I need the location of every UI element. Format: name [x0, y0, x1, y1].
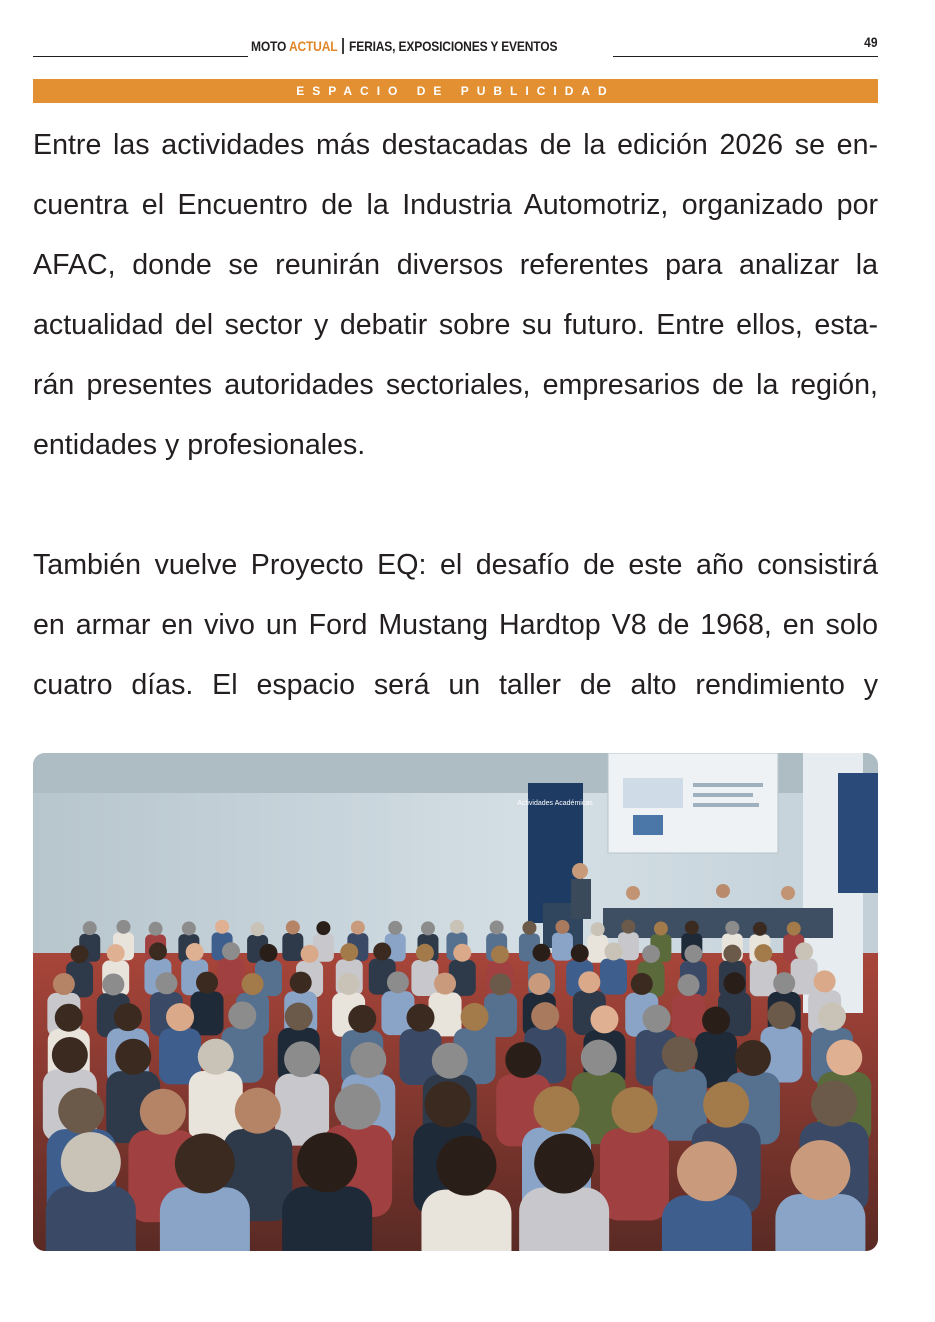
audience-member-head: [182, 921, 196, 935]
audience-member-head: [166, 1003, 194, 1031]
audience-member-head: [531, 1002, 559, 1030]
audience-member-head: [604, 942, 622, 960]
audience-member-head: [826, 1039, 862, 1075]
audience-member-head: [702, 1007, 730, 1035]
audience-member-head: [235, 1088, 281, 1134]
advertising-banner-label: ESPACIO DE PUBLICIDAD: [296, 84, 615, 98]
paragraph-line: entidades y profesionales.: [33, 429, 366, 461]
audience-member-head: [215, 920, 229, 934]
header-rule-left: [33, 56, 248, 57]
audience-member-head: [387, 971, 409, 993]
audience-member-head: [677, 1141, 737, 1201]
audience-member-head: [578, 971, 600, 993]
panelist-head: [781, 886, 795, 900]
audience-member-head: [818, 1003, 846, 1031]
audience-member-head: [149, 942, 167, 960]
audience-member-head: [61, 1132, 121, 1192]
audience-member-head: [425, 1081, 471, 1127]
audience-member-head: [290, 972, 312, 994]
audience-member-head: [335, 1084, 381, 1130]
paragraph-line: También vuelve Proyecto EQ: el desafío de este año consistirá: [33, 549, 878, 581]
audience-member-head: [532, 944, 550, 962]
audience-member-head: [149, 922, 163, 936]
audience-member-head: [284, 1041, 320, 1077]
conference-photo: [33, 753, 878, 1251]
audience-member-head: [685, 921, 699, 935]
audience-member-head: [52, 1037, 88, 1073]
speaker-body: [571, 879, 591, 919]
audience-member-head: [490, 921, 504, 935]
audience-member-head: [432, 1043, 468, 1079]
audience-member-body: [282, 933, 303, 961]
audience-member-head: [155, 972, 177, 994]
brand-moto: MOTO: [251, 38, 287, 54]
audience-member-body: [421, 1190, 511, 1251]
audience-member-head: [581, 1040, 617, 1076]
audience-member-head: [285, 1003, 313, 1031]
audience-member-head: [259, 944, 277, 962]
audience-member-head: [348, 1005, 376, 1033]
audience-member-head: [684, 945, 702, 963]
audience-member-head: [286, 920, 300, 934]
screen-image: [633, 815, 663, 835]
side-banner: [838, 773, 878, 893]
audience-member-head: [773, 972, 795, 994]
audience-member-body: [662, 1195, 752, 1251]
paragraph-line: cuentra el Encuentro de la Industria Automotriz, organizado por: [33, 189, 878, 221]
screen-chart: [623, 778, 683, 808]
audience-member-head: [505, 1042, 541, 1078]
audience-member-body: [672, 994, 705, 1038]
audience-member-head: [643, 1005, 671, 1033]
audience-member-head: [571, 944, 589, 962]
audience-member-head: [373, 942, 391, 960]
audience-member-head: [222, 942, 240, 960]
audience-member-body: [552, 933, 573, 961]
audience-member-body: [217, 958, 244, 994]
audience-member-head: [612, 1087, 658, 1133]
audience-member-body: [791, 959, 818, 995]
panelist-head: [716, 884, 730, 898]
audience-member-head: [662, 1036, 698, 1072]
section-title: FERIAS, EXPOSICIONES Y EVENTOS: [349, 38, 558, 54]
audience-member-head: [107, 944, 125, 962]
audience-member-head: [340, 943, 358, 961]
audience-member-head: [790, 1140, 850, 1200]
audience-member-body: [191, 991, 224, 1035]
audience-member-head: [196, 972, 218, 994]
paragraph-line: en armar en vivo un Ford Mustang Hardtop V8 de 1968, en solo: [33, 609, 878, 641]
audience-member-body: [46, 1186, 136, 1251]
audience-member-head: [534, 1134, 594, 1194]
article-paragraph-1: [33, 115, 878, 475]
audience-member-head: [522, 921, 536, 935]
panelist-head: [626, 886, 640, 900]
audience-member-head: [591, 922, 605, 936]
audience-member-head: [301, 945, 319, 963]
screen-text-line: [693, 783, 763, 787]
audience-member-head: [703, 1082, 749, 1128]
audience-member-head: [58, 1088, 104, 1134]
audience-member-body: [775, 1194, 865, 1251]
audience-member-head: [795, 942, 813, 960]
audience-member-head: [71, 945, 89, 963]
audience-member-head: [453, 944, 471, 962]
audience-member-head: [654, 922, 668, 936]
audience-member-head: [787, 922, 801, 936]
audience-member-head: [725, 921, 739, 935]
conference-audience-illustration: [33, 753, 878, 1251]
audience-member-head: [102, 973, 124, 995]
audience-member-head: [198, 1039, 234, 1075]
audience-member-body: [411, 960, 438, 996]
audience-member-head: [115, 1039, 151, 1075]
brand-actual: ACTUAL: [288, 38, 338, 54]
audience-member-head: [528, 973, 550, 995]
audience-member-head: [723, 945, 741, 963]
audience-member-head: [461, 1003, 489, 1031]
audience-member-head: [338, 973, 360, 995]
audience-member-head: [53, 973, 75, 995]
audience-member-head: [228, 1001, 256, 1029]
audience-member-head: [114, 1003, 142, 1031]
audience-member-head: [735, 1040, 771, 1076]
speaker-head: [572, 863, 588, 879]
audience-member-head: [642, 945, 660, 963]
audience-member-body: [160, 1187, 250, 1251]
masthead: [251, 38, 557, 54]
audience-member-head: [754, 944, 772, 962]
audience-member-body: [600, 1128, 669, 1220]
paragraph-line: cuatro días. El espacio será un taller de alto rendimiento y: [33, 669, 878, 701]
audience-member-head: [631, 973, 653, 995]
audience-member-head: [767, 1001, 795, 1029]
audience-member-head: [555, 920, 569, 934]
audience-member-head: [753, 922, 767, 936]
audience-member-head: [186, 943, 204, 961]
audience-member-head: [678, 974, 700, 996]
masthead-separator: [343, 38, 344, 54]
audience-member-head: [534, 1086, 580, 1132]
advertising-banner: [33, 79, 878, 103]
audience-member-head: [421, 921, 435, 935]
audience-member-head: [811, 1080, 857, 1126]
paragraph-line: actualidad del sector y debatir sobre su futuro. Entre ellos, esta-: [33, 309, 878, 341]
page-header: [33, 30, 878, 60]
audience-member-body: [282, 1186, 372, 1251]
screen-text-line: [693, 793, 753, 797]
screen-text-line: [693, 803, 759, 807]
audience-member-head: [590, 1005, 618, 1033]
audience-member-head: [406, 1004, 434, 1032]
audience-member-head: [316, 921, 330, 935]
audience-member-head: [350, 1042, 386, 1078]
audience-member-head: [814, 970, 836, 992]
audience-member-head: [491, 945, 509, 963]
audience-member-head: [416, 944, 434, 962]
audience-member-head: [140, 1089, 186, 1135]
audience-member-head: [83, 921, 97, 935]
audience-member-head: [450, 920, 464, 934]
audience-member-head: [621, 920, 635, 934]
article-paragraph-2: [33, 535, 878, 715]
audience-member-head: [242, 973, 264, 995]
paragraph-line: AFAC, donde se reunirán diversos referentes para analizar la: [33, 249, 878, 281]
audience-member-head: [297, 1132, 357, 1192]
audience-member-body: [600, 959, 627, 995]
audience-member-head: [490, 973, 512, 995]
page-number: 49: [864, 34, 878, 50]
audience-member-body: [750, 960, 777, 996]
audience-member-head: [55, 1004, 83, 1032]
audience-member-head: [434, 973, 456, 995]
event-banner-title: Actividades Académicas: [517, 800, 593, 807]
audience-member-head: [724, 972, 746, 994]
audience-member-head: [436, 1136, 496, 1196]
audience-member-body: [519, 1188, 609, 1251]
audience-member-head: [388, 921, 402, 935]
paragraph-line: rán presentes autoridades sectoriales, empresarios de la región,: [33, 369, 878, 401]
audience-member-head: [351, 921, 365, 935]
audience-member-head: [251, 922, 265, 936]
header-rule-right: [613, 56, 878, 57]
paragraph-line: Entre las actividades más destacadas de la edición 2026 se en-: [33, 129, 878, 161]
audience-member-head: [175, 1133, 235, 1193]
audience-member-head: [116, 920, 130, 934]
